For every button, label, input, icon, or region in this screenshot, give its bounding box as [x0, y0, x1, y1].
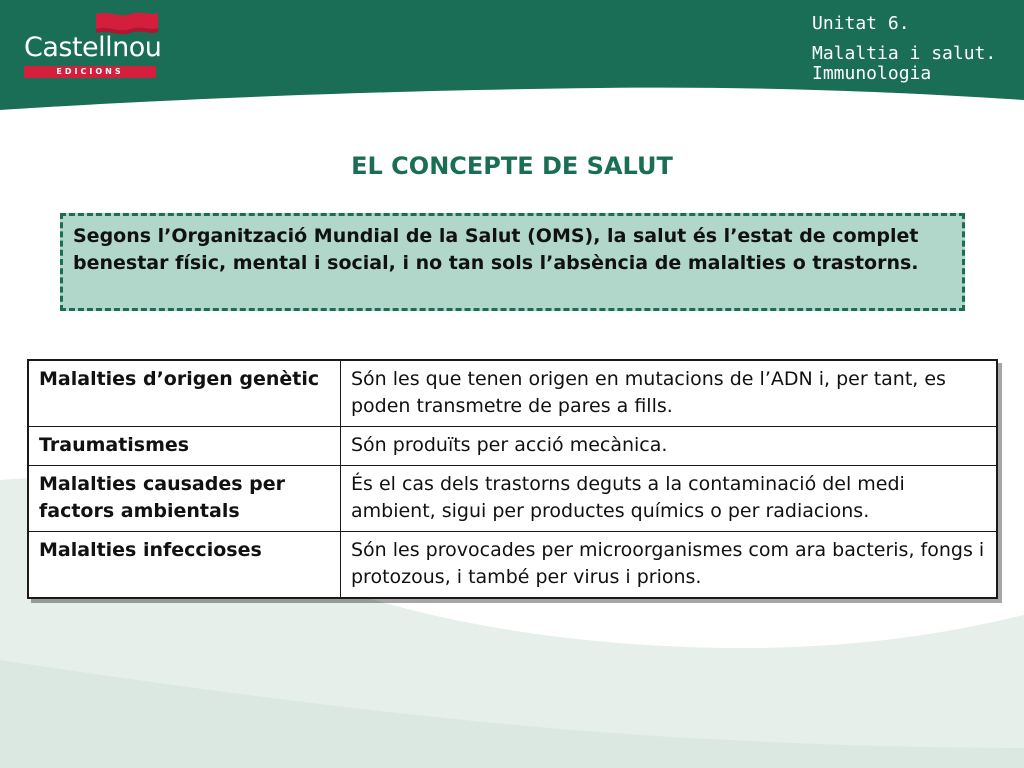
publisher-logo [22, 10, 162, 80]
definition-box: Segons l’Organització Mundial de la Salut (OMS), la salut és l’estat de complet benestar físic, mental i social, i no tan sols l’absència de malalties o trastorns. [60, 213, 965, 311]
table-row [28, 532, 997, 599]
table-cell-term: Traumatismes [28, 427, 341, 466]
table-row [28, 466, 997, 532]
table-cell-description: Són les que tenen origen en mutacions de l’ADN i, per tant, es poden transmetre de pares a fills. [341, 360, 998, 427]
unit-info [812, 14, 996, 84]
logo-name: Castellnou [24, 32, 162, 63]
diseases-table [27, 359, 998, 599]
table-row [28, 427, 997, 466]
table-cell-description: Són produïts per acció mecànica. [341, 427, 998, 466]
table-row [28, 360, 997, 427]
unit-title-line1: Malaltia i salut. [812, 43, 997, 64]
table-cell-term: Malalties d’origen genètic [28, 360, 341, 427]
table-cell-term: Malalties causades per factors ambientals [28, 466, 341, 532]
logo-subtitle: EDICIONS [24, 66, 156, 78]
unit-number: Unitat 6. [812, 13, 910, 34]
table-cell-description: Són les provocades per microorganismes com ara bacteris, fongs i protozous, i també per virus i prions. [341, 532, 998, 599]
page-title: EL CONCEPTE DE SALUT [351, 152, 673, 180]
table-cell-description: És el cas dels trastorns deguts a la contaminació del medi ambient, sigui per productes químics o per radiacions. [341, 466, 998, 532]
unit-title-line2: Immunologia [812, 63, 932, 84]
table-cell-term: Malalties infeccioses [28, 532, 341, 599]
